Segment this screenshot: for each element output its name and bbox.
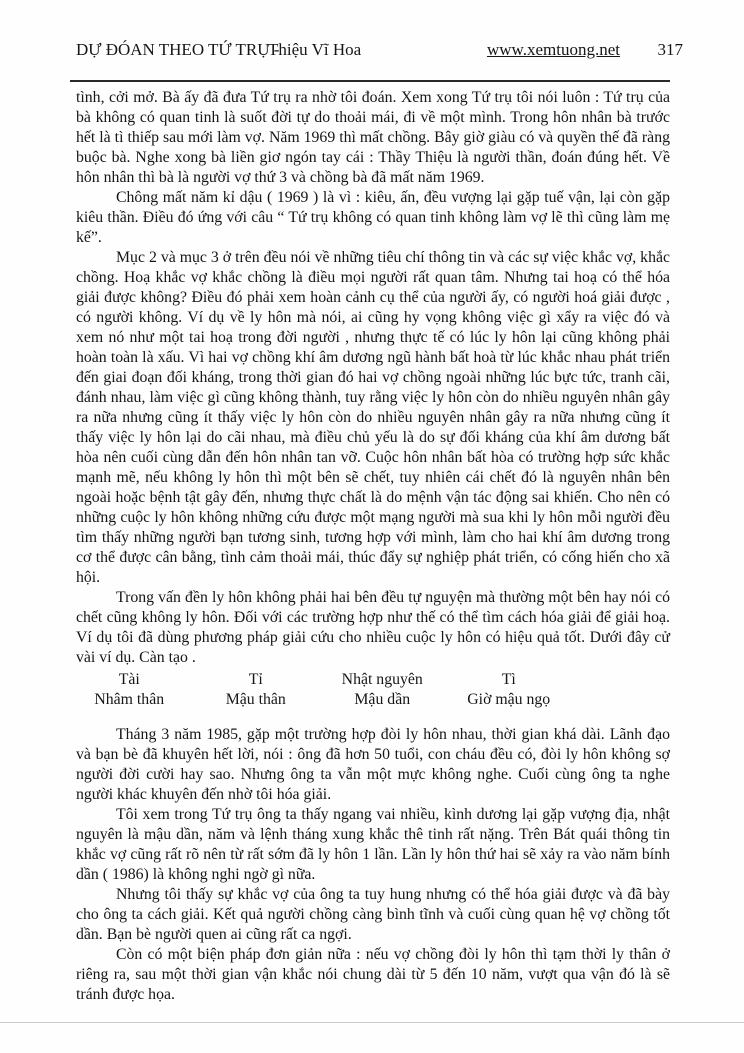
page-number: 317 — [657, 40, 683, 59]
pillar-value-cell: Mậu thân — [225, 691, 286, 708]
paragraph: Chông mất năm kỉ dậu ( 1969 ) là vì : kiêu, ấn, đều vượng lại gặp tuế vận, lại còn gặp kiêu thần. Điều đó ứng với câu “ Tứ trụ không có quan tinh không làm vợ lẽ thì cũng làm mẹ kế”. — [76, 189, 670, 246]
pillar-value-cell: Mậu dần — [354, 691, 411, 708]
pillar-value-cell: Giờ mậu ngọ — [467, 691, 551, 708]
paragraph: Mục 2 và mục 3 ở trên đều nói về những tiêu chí thông tin và các sự việc khắc vợ, khắc chồng. Hoạ khắc vợ khắc chồng là điều mọi người rất quan tâm. Nhưng tai hoạ có thể hóa giải được không? Điều đó phải xem hoàn cảnh cụ thể của người ấy, có người hoá giải được , có người không. Ví dụ về ly hôn mà nói, ai cũng hy vọng không việc gì xẩy ra việc đó và xem nó như một tai hoạ trong đời người , nhưng thực tế có lúc ly hôn lại cũng không phải hoàn toàn là xấu. Vì hai vợ chồng khí âm dương ngũ hành bất hoà từ lúc khắc nhau phát triển đến giai đoạn đối kháng, trong thời gian đó hai vợ chồng ngoài những lúc bực tức, tranh cãi, đánh nhau, làm việc gì cũng không thành, tuy rằng việc ly hôn còn do nhiều nguyên nhân gây ra nữa nhưng cũng ít thấy việc ly hôn còn do nhiều nguyên nhân gây ra nữa nhưng cũng ít thấy việc ly hôn lại do cãi nhau, mà điều chủ yếu là do sự đối kháng của khí âm dương bất hòa nên cuối cùng dẫn đến hôn nhân tan vỡ. Cuộc hôn nhân bất hòa có trường hợp sức khắc mạnh mẽ, nếu không ly hôn thì một bên sẽ chết, tuy nhiên cái chết đó là nguyên nhân bên ngoài hoặc bệnh tật gây đến, nhưng thực chất là do mệnh vận tác động sai khiến. Cho nên có những cuộc ly hôn không những cứu được một mạng người mà sua khi ly hôn mỗi người đều tìm thấy những người bạn tương sinh, tương hợp với mình, làm cho hai khí âm dương trong cơ thể được cân bằng, tình cảm thoải mái, thúc đẩy sự nghiệp phát triển, có cống hiến cho xã hội. — [76, 249, 670, 586]
website-link[interactable]: www.xemtuong.net — [487, 40, 620, 59]
pillar-header-cell: Nhật nguyên — [341, 671, 423, 688]
page-header — [0, 40, 744, 66]
header-divider — [70, 80, 670, 82]
paragraph: Tháng 3 năm 1985, gặp một trường hợp đòi ly hôn nhau, thời gian khá dài. Lãnh đạo và bạn bè đã khuyên hết lời, nói : ông đã hơn 50 tuổi, con cháu đều có, đòi ly hôn không sợ người đời cười hay sao. Nhưng ông ta vẫn một mực không nghe. Cuối cùng ông ta nghe người khác khuyên đến nhờ tôi hóa giải. — [76, 726, 670, 803]
paragraph: Nhưng tôi thấy sự khắc vợ của ông ta tuy hung nhưng có thể hóa giải được và đã bày cho ông ta cách giải. Kết quả người chồng càng bình tĩnh và cuối cùng quan hệ vợ chồng tốt dần. Bạn bè người quen ai cũng rất ca ngợi. — [76, 886, 670, 943]
paragraph: Trong vấn đền ly hôn không phải hai bên đều tự nguyện mà thường một bên hay nói có chết cũng không ly hôn. Đối với các trường hợp như thế có thể tìm cách hóa giải để giải hoạ. Ví dụ tôi đã dùng phương pháp giải cứu cho nhiều cuộc ly hôn có hiệu quả tốt. Dưới đây cử vài ví dụ. Càn tạo . — [76, 589, 670, 666]
paragraph: Tôi xem trong Tứ trụ ông ta thấy ngang vai nhiều, kình dương lại gặp vượng địa, nhật nguyên là mậu dần, năm và lệnh tháng xung khắc thê tinh rất nặng. Trên Bát quái thông tin khắc vợ cũng rất rõ nên từ rất sớm đã ly hôn 1 lần. Lần ly hôn thứ hai sẽ xảy ra vào năm bính dần ( 1986) là không nghi ngờ gì nữa. — [76, 806, 670, 883]
bottom-divider — [0, 1022, 744, 1023]
page-body — [76, 88, 670, 1005]
author-name: Thiệu Vĩ Hoa — [268, 40, 362, 59]
paragraph-continuation: tình, cởi mở. Bà ấy đã đưa Tứ trụ ra nhờ tôi đoán. Xem xong Tứ trụ tôi nói luôn : Tứ trụ của bà không có quan tinh là suốt đời tự do thoải mái, đi về một mình. Trong hôn nhân bà trước hết là tì thiếp sau mới làm vợ. Năm 1969 thì mất chồng. Bây giờ giàu có và quyền thế đã ràng buộc bà. Nghe xong bà liền giơ ngón tay cái : Thầy Thiệu là người thần, đoán đúng hết. Về hôn nhân thì bà là người vợ thứ 3 và chồng bà đã mất năm 1969. — [76, 89, 670, 186]
pillar-value-cell: Nhâm thân — [94, 691, 165, 708]
paragraph: Còn có một biện pháp đơn giản nữa : nếu vợ chồng đòi ly hôn thì tạm thời ly thân ở riêng ra, sau một thời gian vận khắc nói chung dài từ 5 đến 10 năm, vượt qua vận đó là sẽ tránh được họa. — [76, 946, 670, 1003]
pillar-header-cell: Tài — [118, 671, 140, 688]
pillar-header-cell: Tỉ — [248, 671, 263, 688]
pillar-header-cell: Tì — [501, 671, 516, 688]
book-title: DỰ ĐÓAN THEO TỨ TRỤ - — [76, 40, 280, 59]
four-pillar-table — [66, 670, 572, 710]
